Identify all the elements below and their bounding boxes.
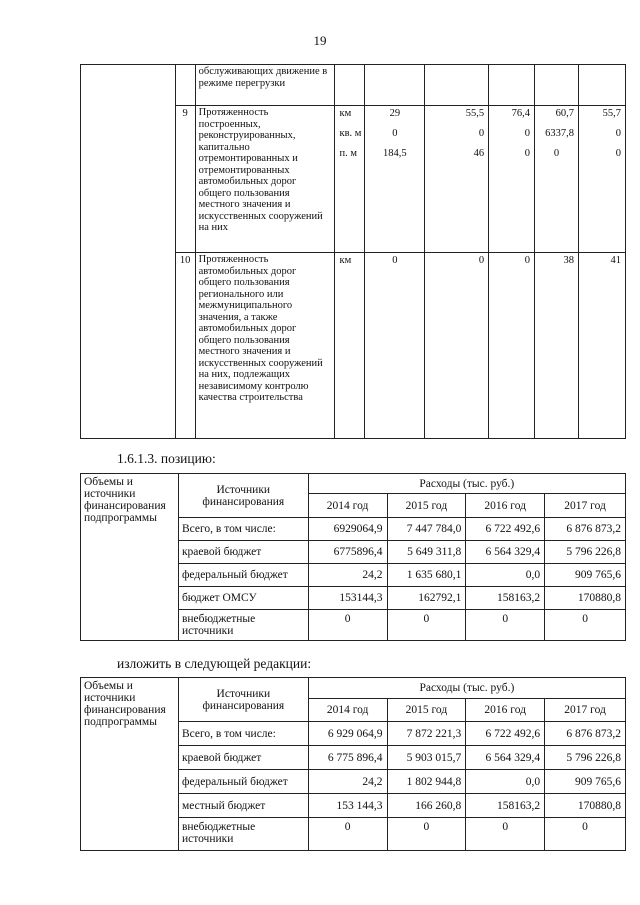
- source-name: краевой бюджет: [178, 746, 308, 770]
- value: 0: [553, 148, 560, 159]
- year-header: 2015 год: [387, 699, 466, 722]
- value: 153 144,3: [308, 794, 387, 818]
- value: 76,4: [511, 108, 531, 119]
- page-number: 19: [313, 33, 327, 48]
- value: 909 765,6: [545, 770, 626, 794]
- source-name: Всего, в том числе:: [178, 722, 308, 746]
- source-name: Всего, в том числе:: [178, 518, 308, 541]
- value: 0: [365, 253, 425, 439]
- sources-header: Источники финансирования: [178, 474, 308, 518]
- table-row: [81, 65, 626, 106]
- financing-label: Объемы и источники финансирования подпрограммы: [81, 474, 179, 641]
- value: 0: [425, 253, 489, 439]
- value: 0: [466, 610, 545, 641]
- value: 41: [579, 253, 626, 439]
- value: 6 929 064,9: [308, 722, 387, 746]
- value: 0: [524, 128, 531, 139]
- value: 0: [615, 148, 621, 159]
- table-row: [81, 474, 626, 494]
- caption-new-edition: изложить в следующей редакции:: [117, 656, 312, 671]
- value: 5 649 311,8: [387, 541, 466, 564]
- value: 46: [473, 148, 485, 159]
- caption-position: 1.6.1.3. позицию:: [117, 451, 216, 466]
- value: 170880,8: [545, 794, 626, 818]
- value: 0: [615, 128, 621, 139]
- value: 29: [389, 108, 401, 119]
- sources-header: Источники финансирования: [178, 678, 308, 722]
- table-row: [81, 678, 626, 699]
- year-header: 2016 год: [466, 699, 545, 722]
- value: 0: [387, 610, 466, 641]
- value: 0,0: [466, 564, 545, 587]
- source-name: федеральный бюджет: [178, 770, 308, 794]
- source-name: федеральный бюджет: [178, 564, 308, 587]
- row-text: обслуживающих движение в режиме перегрузки: [195, 65, 335, 106]
- row-text: Протяженность автомобильных дорог общего пользования регионального или межмуниципального значения, а также автомобильных дорог общего пользования местного значения и искусственных сооружений на них, подлежащих независимому контролю качества строительства: [195, 253, 335, 439]
- unit: п. м: [339, 148, 357, 159]
- empty-cell: [81, 65, 176, 439]
- value: 162792,1: [387, 587, 466, 610]
- value: 6 876 873,2: [545, 518, 626, 541]
- value: 6 876 873,2: [545, 722, 626, 746]
- value: 60,7: [555, 108, 574, 119]
- value: 6337,8: [545, 128, 574, 139]
- row-number: 10: [175, 253, 195, 439]
- year-header: 2014 год: [308, 699, 387, 722]
- value: 5 903 015,7: [387, 746, 466, 770]
- value: 7 872 221,3: [387, 722, 466, 746]
- financing-table-new: [80, 677, 626, 851]
- row-text: Протяженность построенных, реконструированных, капитально отремонтированных и отремонтированных автомобильных дорог общего пользования местного значения и искусственных сооружений на них: [195, 106, 335, 253]
- financing-label: Объемы и источники финансирования подпрограммы: [81, 678, 179, 851]
- source-name: внебюджетные источники: [178, 818, 308, 851]
- value: 0: [545, 610, 626, 641]
- value-cell: [579, 106, 626, 253]
- value: 24,2: [308, 564, 387, 587]
- expenses-header: Расходы (тыс. руб.): [308, 678, 625, 699]
- unit: км: [339, 108, 352, 119]
- value: 7 447 784,0: [387, 518, 466, 541]
- indicators-table: [80, 64, 626, 439]
- expenses-header: Расходы (тыс. руб.): [308, 474, 625, 494]
- source-name: краевой бюджет: [178, 541, 308, 564]
- source-name: местный бюджет: [178, 794, 308, 818]
- value-cell: [489, 106, 535, 253]
- value: 1 635 680,1: [387, 564, 466, 587]
- year-header: 2016 год: [466, 494, 545, 518]
- value: 0: [308, 818, 387, 851]
- value: 6775896,4: [308, 541, 387, 564]
- value: 0: [524, 148, 531, 159]
- value: 158163,2: [466, 587, 545, 610]
- value: 38: [535, 253, 579, 439]
- value: 0: [478, 128, 485, 139]
- year-header: 2017 год: [545, 699, 626, 722]
- value: 166 260,8: [387, 794, 466, 818]
- year-header: 2017 год: [545, 494, 626, 518]
- value: 184,5: [383, 148, 407, 159]
- unit: км: [335, 253, 365, 439]
- value-cell: [365, 106, 425, 253]
- value: 0: [387, 818, 466, 851]
- units-cell: [335, 106, 365, 253]
- year-header: 2014 год: [308, 494, 387, 518]
- value: 55,5: [465, 108, 485, 119]
- value: 55,7: [602, 108, 621, 119]
- value: 1 802 944,8: [387, 770, 466, 794]
- value: 0: [545, 818, 626, 851]
- value: 909 765,6: [545, 564, 626, 587]
- value: 0: [466, 818, 545, 851]
- value: 5 796 226,8: [545, 541, 626, 564]
- value: 6 722 492,6: [466, 518, 545, 541]
- value: 6 775 896,4: [308, 746, 387, 770]
- value: 153144,3: [308, 587, 387, 610]
- value: 0: [489, 253, 535, 439]
- source-name: внебюджетные источники: [178, 610, 308, 641]
- value: 5 796 226,8: [545, 746, 626, 770]
- financing-table-old: [80, 473, 626, 641]
- value: 6929064,9: [308, 518, 387, 541]
- value: 0: [392, 128, 398, 139]
- value: 158163,2: [466, 794, 545, 818]
- value: 24,2: [308, 770, 387, 794]
- value: 170880,8: [545, 587, 626, 610]
- value: 6 564 329,4: [466, 746, 545, 770]
- year-header: 2015 год: [387, 494, 466, 518]
- row-number: 9: [175, 106, 195, 253]
- value-cell: [425, 106, 489, 253]
- value: 0: [308, 610, 387, 641]
- value-cell: [535, 106, 579, 253]
- value: 0,0: [466, 770, 545, 794]
- value: 6 722 492,6: [466, 722, 545, 746]
- source-name: бюджет ОМСУ: [178, 587, 308, 610]
- unit: кв. м: [339, 128, 362, 139]
- value: 6 564 329,4: [466, 541, 545, 564]
